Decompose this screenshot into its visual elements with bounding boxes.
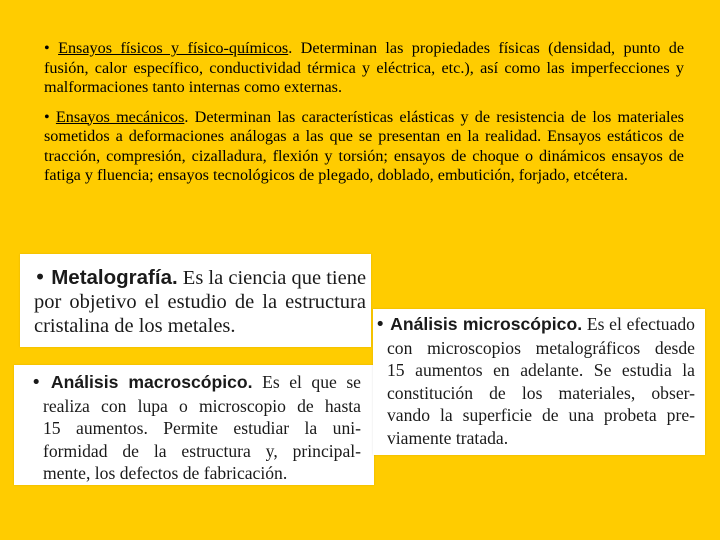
card-line <box>34 265 366 290</box>
card-line: formidad de la estructura y, principal- <box>43 440 361 461</box>
card-line: 15 aumentos. Permite estudiar la uni- <box>43 418 361 438</box>
card-line: viamente tratada. <box>387 427 509 448</box>
card-line: cristalina de los metales. <box>34 315 236 337</box>
card-metalografia <box>20 254 371 347</box>
paragraph-text: . Determinan las propiedades físicas (densidad, punto de fusión, calor específico, conductividad térmica y eléctrica, etc.), así como las imperfecciones y malformaciones tanto internas como externas. <box>44 39 685 96</box>
main-text <box>44 39 684 196</box>
paragraph-physical-tests <box>44 39 684 98</box>
bullet: • <box>44 39 50 57</box>
paragraph-mechanical-tests <box>44 108 684 186</box>
card-line: por objetivo el estudio de la estructura <box>34 291 366 313</box>
card-line: con microscopios metalográficos desde <box>387 337 695 358</box>
card-text: Es la ciencia que tiene <box>177 267 367 289</box>
card-text: Es el efectuado <box>582 314 695 334</box>
card-term: Análisis microscópico. <box>390 314 583 334</box>
bullet: • <box>34 265 47 289</box>
card-line: 15 aumentos en adelante. Se estudia la <box>387 360 695 380</box>
paragraph-text: . Determinan las características elásticas y de resistencia de los materiales sometidos a deformaciones análogas a las que se presentan en la realidad. Ensayos estáticos de tracción, compresión, cizalladura, flexión y torsión; ensayos de choque o dinámicos ensayos de fatiga y fluencia; ensayos tecnológicos de plegado, doblado, embutición, forjado, etcétera. <box>44 107 684 184</box>
card-line: constitución de los materiales, obser- <box>387 382 695 403</box>
card-term: Metalografía. <box>51 266 178 289</box>
bullet: • <box>44 107 50 126</box>
card-term: Análisis macroscópico. <box>50 372 253 392</box>
card-line <box>375 313 695 337</box>
card-text: Es el que se <box>252 372 361 392</box>
bullet: • <box>375 315 386 335</box>
card-line: vando la superficie de una probeta pre- <box>387 405 695 425</box>
bullet: • <box>31 373 42 393</box>
card-analisis-macroscopico <box>14 365 374 485</box>
card-line: mente, los defectos de fabricación. <box>43 463 288 483</box>
card-line: realiza con lupa o microscopio de hasta <box>43 395 361 416</box>
card-line <box>31 371 361 395</box>
term-physical-tests: Ensayos físicos y físico-químicos <box>58 39 289 57</box>
card-analisis-microscopico <box>373 309 705 455</box>
term-mechanical-tests: Ensayos mecánicos <box>55 107 185 126</box>
